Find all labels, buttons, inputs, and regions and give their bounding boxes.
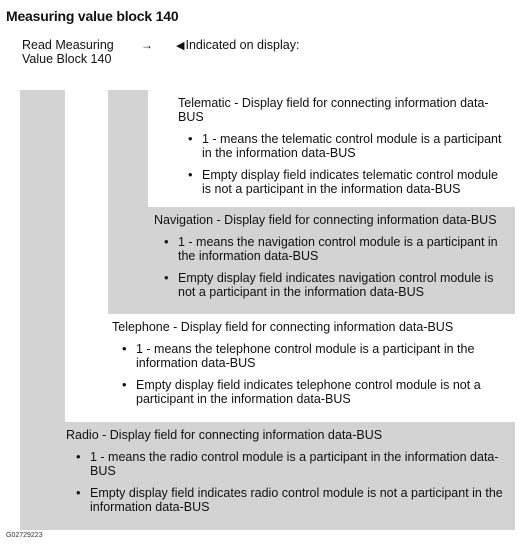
indicated-label: Indicated on display: xyxy=(185,38,300,52)
indicated-label-row xyxy=(176,38,299,52)
heading: Measuring value block 140 xyxy=(6,8,179,24)
navigation-bullets xyxy=(162,235,504,299)
arrow-icon: → xyxy=(141,38,153,52)
read-label: Read Measuring Value Block 140 xyxy=(22,38,114,66)
list-item: • Empty display field indicates telephone control module is not a participant in the information data-BUS xyxy=(120,378,507,406)
telephone-section xyxy=(112,320,507,414)
list-item: • 1 - means the telematic control module is a participant in the information data-BUS xyxy=(186,132,508,160)
telematic-bullets xyxy=(186,132,508,196)
radio-bullets xyxy=(74,450,506,514)
triangle-left-icon: ◀ xyxy=(176,40,185,52)
telematic-title: Telematic - Display field for connecting information data-BUS xyxy=(178,96,489,124)
navigation-section xyxy=(154,213,504,307)
list-item: • Empty display field indicates telematic control module is not a participant in the information data-BUS xyxy=(186,168,508,196)
list-item: • 1 - means the telephone control module is a participant in the information data-BUS xyxy=(120,342,507,370)
list-item: • 1 - means the radio control module is a participant in the information data-BUS xyxy=(74,450,506,478)
list-item: • 1 - means the navigation control module is a participant in the information data-BUS xyxy=(162,235,504,263)
telephone-bullets xyxy=(120,342,507,406)
radio-title: Radio - Display field for connecting information data-BUS xyxy=(66,428,383,442)
figure-id: G02729223 xyxy=(6,532,43,539)
navigation-title: Navigation - Display field for connecting information data-BUS xyxy=(154,213,497,227)
list-item: • Empty display field indicates navigation control module is not a participant in the information data-BUS xyxy=(162,271,504,299)
telematic-section xyxy=(178,96,508,204)
telephone-title: Telephone - Display field for connecting information data-BUS xyxy=(112,320,454,334)
list-item: • Empty display field indicates radio control module is not a participant in the information data-BUS xyxy=(74,486,506,514)
radio-section xyxy=(66,428,506,522)
